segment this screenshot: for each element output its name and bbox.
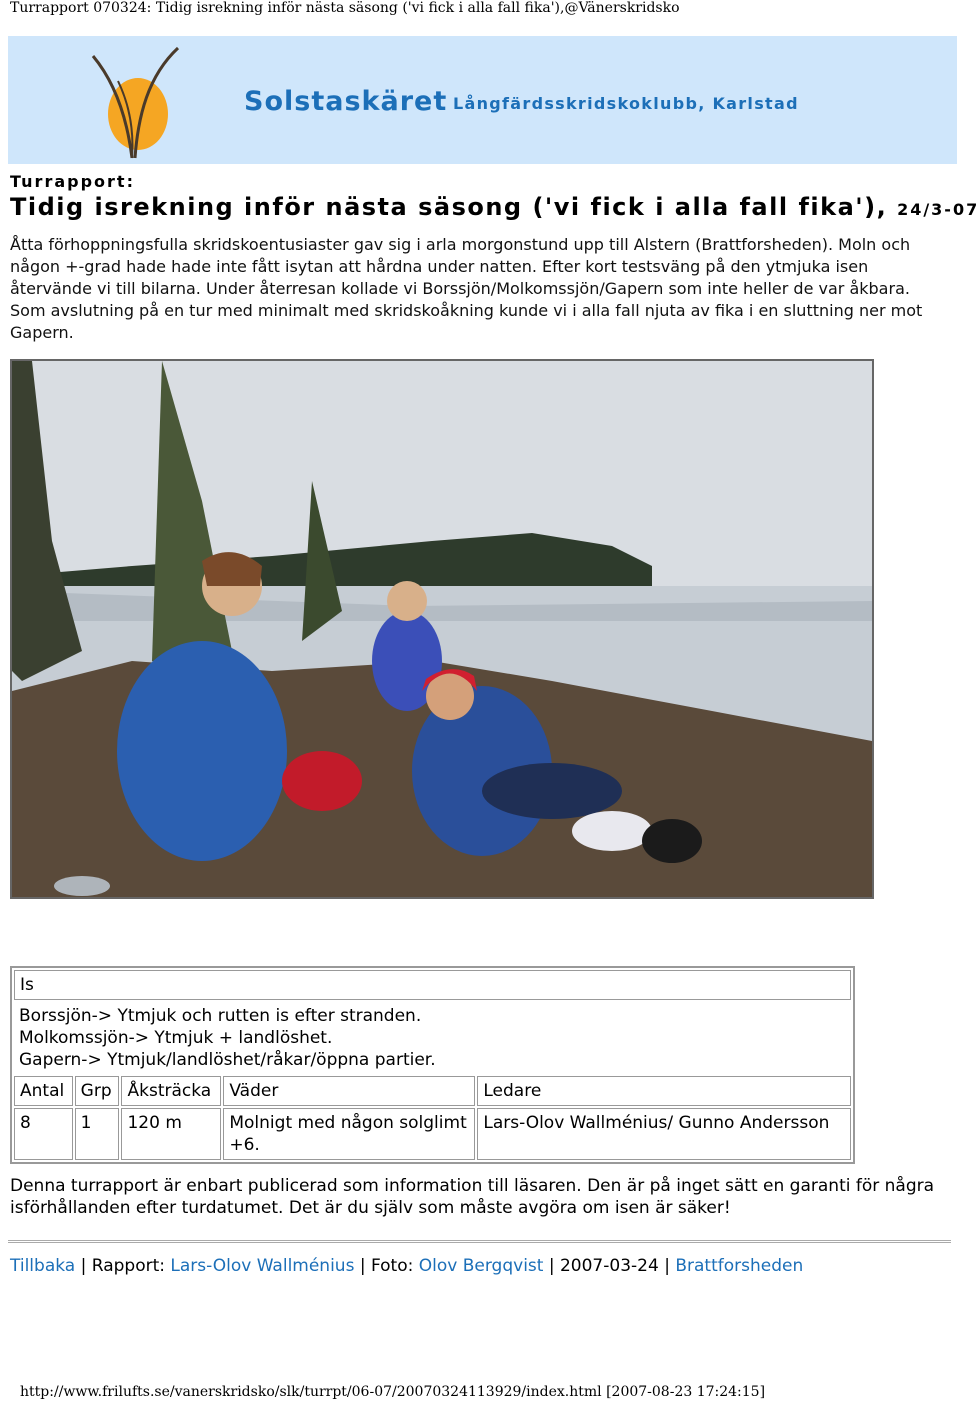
nav-separator: |	[80, 1256, 87, 1276]
nav-separator: |	[664, 1256, 670, 1276]
print-footer-url: http://www.frilufts.se/vanerskridsko/slk/turrpt/06-07/20070324113929/index.html [2007-08-23 17:24:15]	[20, 1384, 766, 1400]
nav-separator: |	[359, 1256, 366, 1276]
intro-sentence: Åtta förhoppningsfulla skridskoentusiaster gav sig i arla morgonstund upp till Alstern (Brattforsheden).	[10, 235, 834, 254]
site-name: Solstaskäret	[244, 86, 448, 117]
yellow-sun-with-reeds-logo-icon[interactable]	[88, 46, 188, 161]
ice-condition-line: Molkomssjön-> Ytmjuk + landlöshet.	[19, 1028, 333, 1048]
intro-sentence: Under återresan kollade vi Borssjön/Molkomssjön/Gapern som inte heller de var åkbara.	[205, 279, 910, 298]
back-link[interactable]: Tillbaka	[10, 1256, 76, 1276]
site-subtitle: Långfärdsskridskoklubb, Karlstad	[453, 94, 799, 113]
ice-header: Is	[14, 970, 851, 1000]
report-intro	[10, 234, 940, 344]
report-title-text: Tidig isrekning inför nästa säsong ('vi fick i alla fall fika'),	[10, 193, 888, 221]
cell-leader: Lars-Olov Wallménius/ Gunno Andersson	[477, 1108, 851, 1160]
cell-distance: 120 m	[121, 1108, 221, 1160]
report-date: 24/3-07	[897, 200, 979, 219]
place-link[interactable]: Brattforsheden	[675, 1256, 804, 1276]
column-header-grp: Grp	[75, 1076, 120, 1106]
intro-sentence: Moln och någon +-grad hade hade inte fått isytan att hårdna under natten.	[10, 235, 911, 276]
divider	[8, 1240, 951, 1243]
cell-grp: 1	[75, 1108, 120, 1160]
column-header-distance: Åksträcka	[121, 1076, 221, 1106]
report-date-text: 2007-03-24	[559, 1256, 659, 1276]
cell-weather: Molnigt med någon solglimt +6.	[223, 1108, 475, 1160]
column-header-antal: Antal	[14, 1076, 73, 1106]
ice-condition-line: Borssjön-> Ytmjuk och rutten is efter stranden.	[19, 1006, 422, 1026]
disclaimer-notice: Denna turrapport är enbart publicerad som information till läsaren. Den är på inget sätt en garanti för några isförhållanden efter turdatumet. Det är du själv som måste avgöra om isen är säker!	[10, 1176, 935, 1218]
ice-conditions	[14, 1002, 851, 1074]
ice-report-table	[10, 966, 855, 1164]
table-header-row	[14, 1076, 851, 1106]
report-title	[10, 193, 979, 221]
photographer-link[interactable]: Olov Bergqvist	[418, 1256, 544, 1276]
nav-separator: |	[548, 1256, 555, 1276]
column-header-leader: Ledare	[477, 1076, 851, 1106]
group-photo-skaters-by-lake-icon	[12, 361, 872, 897]
column-header-weather: Väder	[223, 1076, 475, 1106]
report-label: Rapport:	[91, 1256, 165, 1276]
ice-condition-line: Gapern-> Ytmjuk/landlöshet/råkar/öppna partier.	[19, 1050, 436, 1070]
site-banner	[8, 36, 957, 164]
report-kicker: Turrapport:	[10, 172, 135, 191]
table-row	[14, 1108, 851, 1160]
photo-label: Foto:	[370, 1256, 414, 1276]
intro-sentence: Som avslutning på en tur med minimalt med skridskoåkning kunde vi i alla fall njuta av fika i en sluttning ner mot Gapern.	[10, 301, 923, 342]
bottom-nav	[10, 1256, 803, 1276]
report-author-link[interactable]: Lars-Olov Wallménius	[170, 1256, 355, 1276]
intro-sentence: Efter kort testsväng på den ytmjuka isen återvände vi till bilarna.	[10, 257, 869, 298]
cell-antal: 8	[14, 1108, 73, 1160]
group-photo	[10, 359, 874, 899]
print-header: Turrapport 070324: Tidig isrekning inför nästa säsong ('vi fick i alla fall fika'),@Vänerskridsko	[10, 0, 680, 16]
